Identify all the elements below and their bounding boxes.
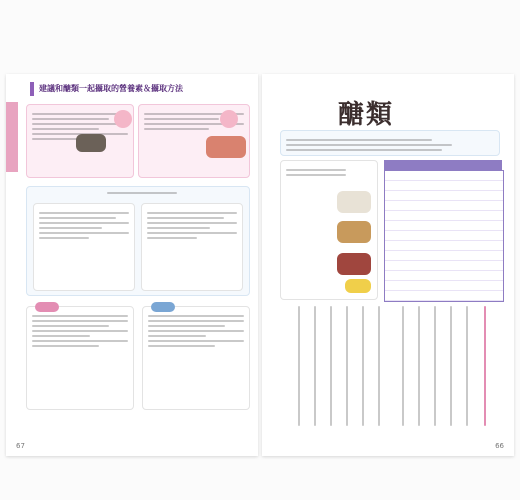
stage-side-tab xyxy=(6,102,18,172)
deficiency-box xyxy=(26,306,134,410)
vertical-text-col xyxy=(450,306,452,426)
pork-image xyxy=(206,136,246,158)
right-page-title: 醣類 xyxy=(338,100,395,130)
badge-sticker-left xyxy=(114,110,132,128)
summary-list xyxy=(280,130,500,156)
sweet-potato-image xyxy=(337,253,371,275)
vertical-text-col xyxy=(362,306,364,426)
page-number-left: 67 xyxy=(16,442,25,450)
vertical-text-col xyxy=(418,306,420,426)
rice-image xyxy=(337,191,371,213)
right-page xyxy=(262,74,514,456)
vertical-text-col xyxy=(346,306,348,426)
page-number-right: 66 xyxy=(495,442,504,450)
intake-table xyxy=(384,170,504,302)
vertical-text-col xyxy=(466,306,468,426)
vertical-text-col xyxy=(434,306,436,426)
vertical-text-col xyxy=(298,306,300,426)
tip-box-2 xyxy=(141,203,243,291)
vertical-text-col xyxy=(378,306,380,426)
vertical-heading-col xyxy=(484,306,486,426)
banana-image xyxy=(345,279,371,293)
intake-table-header xyxy=(384,160,502,170)
excess-box xyxy=(142,306,250,410)
vertical-text-col xyxy=(314,306,316,426)
vertical-text-col xyxy=(402,306,404,426)
left-page xyxy=(6,74,258,456)
tip-box-1 xyxy=(33,203,135,291)
grain-image xyxy=(76,134,106,152)
vertical-text-col xyxy=(330,306,332,426)
bread-image xyxy=(337,221,371,243)
eating-tips-panel xyxy=(26,186,250,296)
badge-sticker-right xyxy=(220,110,238,128)
left-page-title: 建議和醣類一起攝取的營養素＆攝取方法 xyxy=(30,82,250,96)
food-examples-panel xyxy=(280,160,378,300)
